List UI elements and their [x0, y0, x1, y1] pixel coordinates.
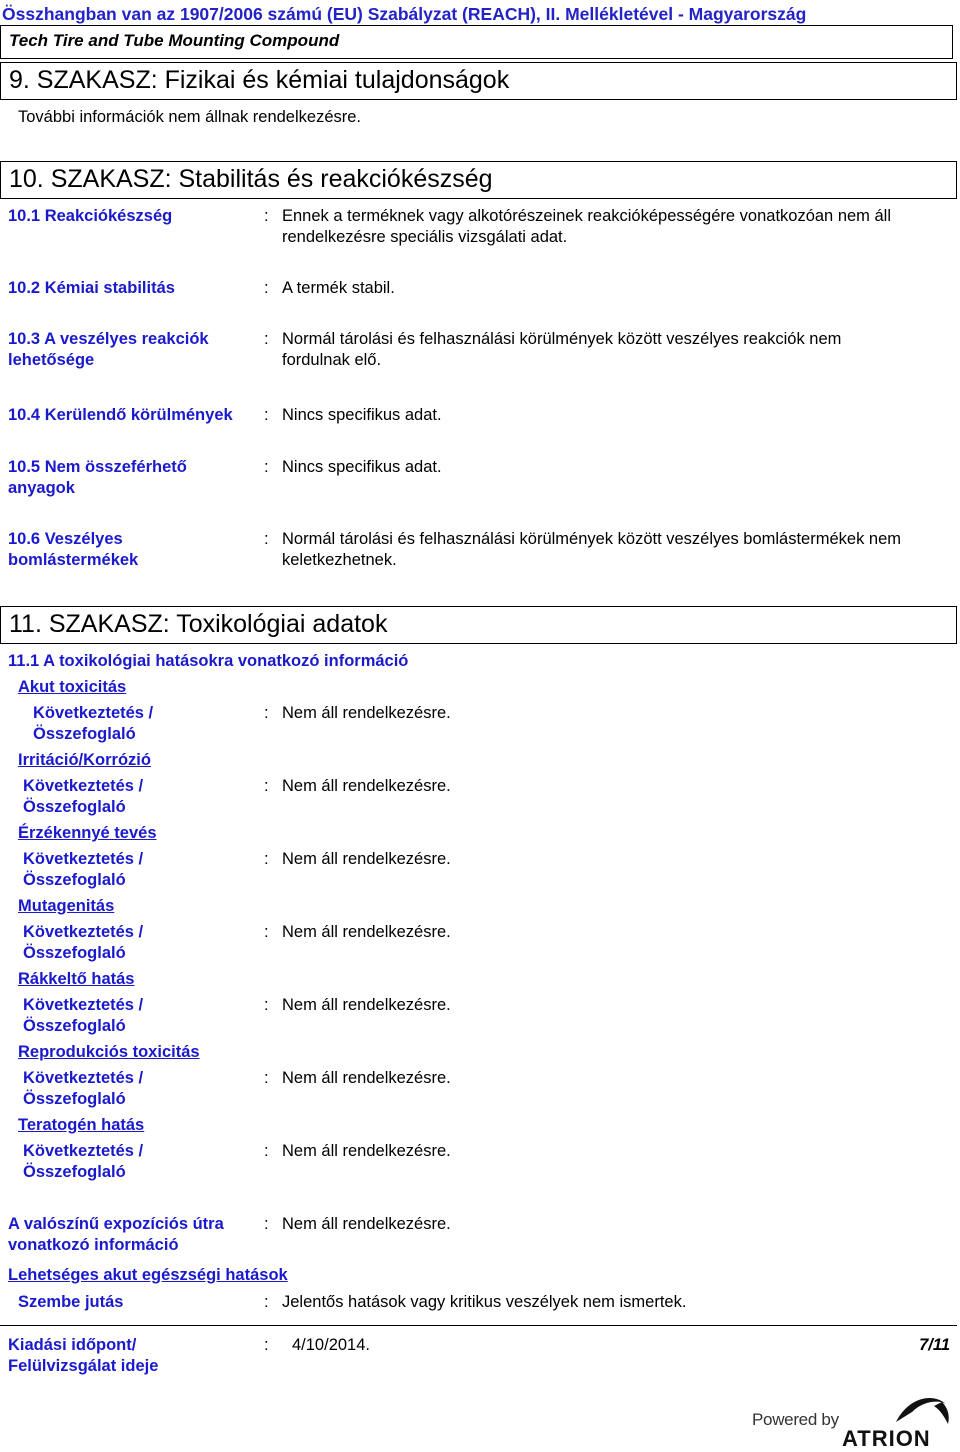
- group-acute-toxicity-value: Nem áll rendelkezésre.: [282, 704, 451, 722]
- group-acute-toxicity-colon: :: [264, 704, 269, 722]
- row-10-4-value: Nincs specifikus adat.: [282, 406, 442, 424]
- row-10-3-colon: :: [264, 330, 269, 348]
- regulation-header: Összhangban van az 1907/2006 számú (EU) Szabályzat (REACH), II. Mellékletével - Magyarország: [2, 4, 807, 24]
- issue-date-colon: :: [264, 1336, 269, 1354]
- row-10-5-colon: :: [264, 458, 269, 476]
- row-10-6-colon: :: [264, 530, 269, 548]
- page-number: 7/11: [919, 1336, 950, 1354]
- eye-contact-value: Jelentős hatások vagy kritikus veszélyek nem ismertek.: [282, 1293, 687, 1311]
- product-name: Tech Tire and Tube Mounting Compound: [9, 31, 340, 50]
- group-reproductive-colon: :: [264, 1069, 269, 1087]
- eye-contact-label: Szembe jutás: [18, 1293, 124, 1311]
- group-sensitization-label: Következtetés / Összefoglaló: [23, 850, 144, 889]
- powered-by-text: Powered by: [752, 1410, 839, 1429]
- row-10-5-value: Nincs specifikus adat.: [282, 458, 442, 476]
- section-9-note: További információk nem állnak rendelkezésre.: [18, 108, 362, 126]
- group-acute-toxicity-heading: Akut toxicitás: [18, 678, 127, 696]
- group-carcinogenicity-heading: Rákkeltő hatás: [18, 970, 135, 988]
- group-teratogenicity-value: Nem áll rendelkezésre.: [282, 1142, 451, 1160]
- row-10-1-colon: :: [264, 207, 269, 225]
- issue-date-label: Kiadási időpont/ Felülvizsgálat ideje: [8, 1336, 159, 1375]
- group-sensitization-colon: :: [264, 850, 269, 868]
- row-10-2-value: A termék stabil.: [282, 279, 395, 297]
- group-mutagenicity-value: Nem áll rendelkezésre.: [282, 923, 451, 941]
- footer-divider: [0, 1325, 957, 1326]
- atrion-logo: [836, 1394, 960, 1449]
- row-10-4-colon: :: [264, 406, 269, 424]
- group-mutagenicity-colon: :: [264, 923, 269, 941]
- group-teratogenicity-label: Következtetés / Összefoglaló: [23, 1142, 144, 1181]
- row-10-2-colon: :: [264, 279, 269, 297]
- row-10-6-label: 10.6 Veszélyes bomlástermékek: [8, 530, 139, 569]
- row-10-1-value: Ennek a terméknek vagy alkotórészeinek reakcióképességére vonatkozóan nem áll rendelkezésre speciális vizsgálati adat.: [282, 207, 892, 246]
- group-carcinogenicity-colon: :: [264, 996, 269, 1014]
- group-reproductive-heading: Reprodukciós toxicitás: [18, 1043, 200, 1061]
- section-11-subtitle: 11.1 A toxikológiai hatásokra vonatkozó információ: [8, 652, 409, 670]
- exposure-colon: :: [264, 1215, 269, 1233]
- row-10-4-label: 10.4 Kerülendő körülmények: [8, 406, 233, 424]
- group-carcinogenicity-label: Következtetés / Összefoglaló: [23, 996, 144, 1035]
- group-mutagenicity-label: Következtetés / Összefoglaló: [23, 923, 144, 962]
- group-reproductive-value: Nem áll rendelkezésre.: [282, 1069, 451, 1087]
- group-sensitization-value: Nem áll rendelkezésre.: [282, 850, 451, 868]
- issue-date-value: 4/10/2014.: [292, 1336, 370, 1354]
- group-reproductive-label: Következtetés / Összefoglaló: [23, 1069, 144, 1108]
- row-10-5-label: 10.5 Nem összeférhető anyagok: [8, 458, 187, 497]
- group-acute-toxicity-label: Következtetés / Összefoglaló: [33, 704, 154, 743]
- product-name-box: [0, 25, 953, 59]
- acute-effects-heading: Lehetséges akut egészségi hatások: [8, 1266, 288, 1284]
- atrion-brand: ATRION: [842, 1426, 931, 1451]
- group-sensitization-heading: Érzékennyé tevés: [18, 824, 157, 842]
- group-teratogenicity-colon: :: [264, 1142, 269, 1160]
- group-irritation-heading: Irritáció/Korrózió: [18, 751, 151, 769]
- row-10-2-label: 10.2 Kémiai stabilitás: [8, 279, 175, 297]
- section-9-title: 9. SZAKASZ: Fizikai és kémiai tulajdonságok: [0, 62, 957, 100]
- section-10-title: 10. SZAKASZ: Stabilitás és reakciókészség: [0, 161, 957, 199]
- row-10-3-label: 10.3 A veszélyes reakciók lehetősége: [8, 330, 209, 369]
- row-10-6-value: Normál tárolási és felhasználási körülmények között veszélyes bomlástermékek nem keletkezhetnek.: [282, 530, 901, 569]
- group-mutagenicity-heading: Mutagenitás: [18, 897, 115, 915]
- row-10-1-label: 10.1 Reakciókészség: [8, 207, 173, 225]
- section-11-title: 11. SZAKASZ: Toxikológiai adatok: [0, 606, 957, 644]
- group-irritation-colon: :: [264, 777, 269, 795]
- exposure-label: A valószínű expozíciós útra vonatkozó információ: [8, 1215, 224, 1254]
- eye-contact-colon: :: [264, 1293, 269, 1311]
- group-teratogenicity-heading: Teratogén hatás: [18, 1116, 145, 1134]
- exposure-value: Nem áll rendelkezésre.: [282, 1215, 451, 1233]
- group-irritation-label: Következtetés / Összefoglaló: [23, 777, 144, 816]
- group-carcinogenicity-value: Nem áll rendelkezésre.: [282, 996, 451, 1014]
- row-10-3-value: Normál tárolási és felhasználási körülmények között veszélyes reakciók nem fordulnak elő.: [282, 330, 842, 369]
- group-irritation-value: Nem áll rendelkezésre.: [282, 777, 451, 795]
